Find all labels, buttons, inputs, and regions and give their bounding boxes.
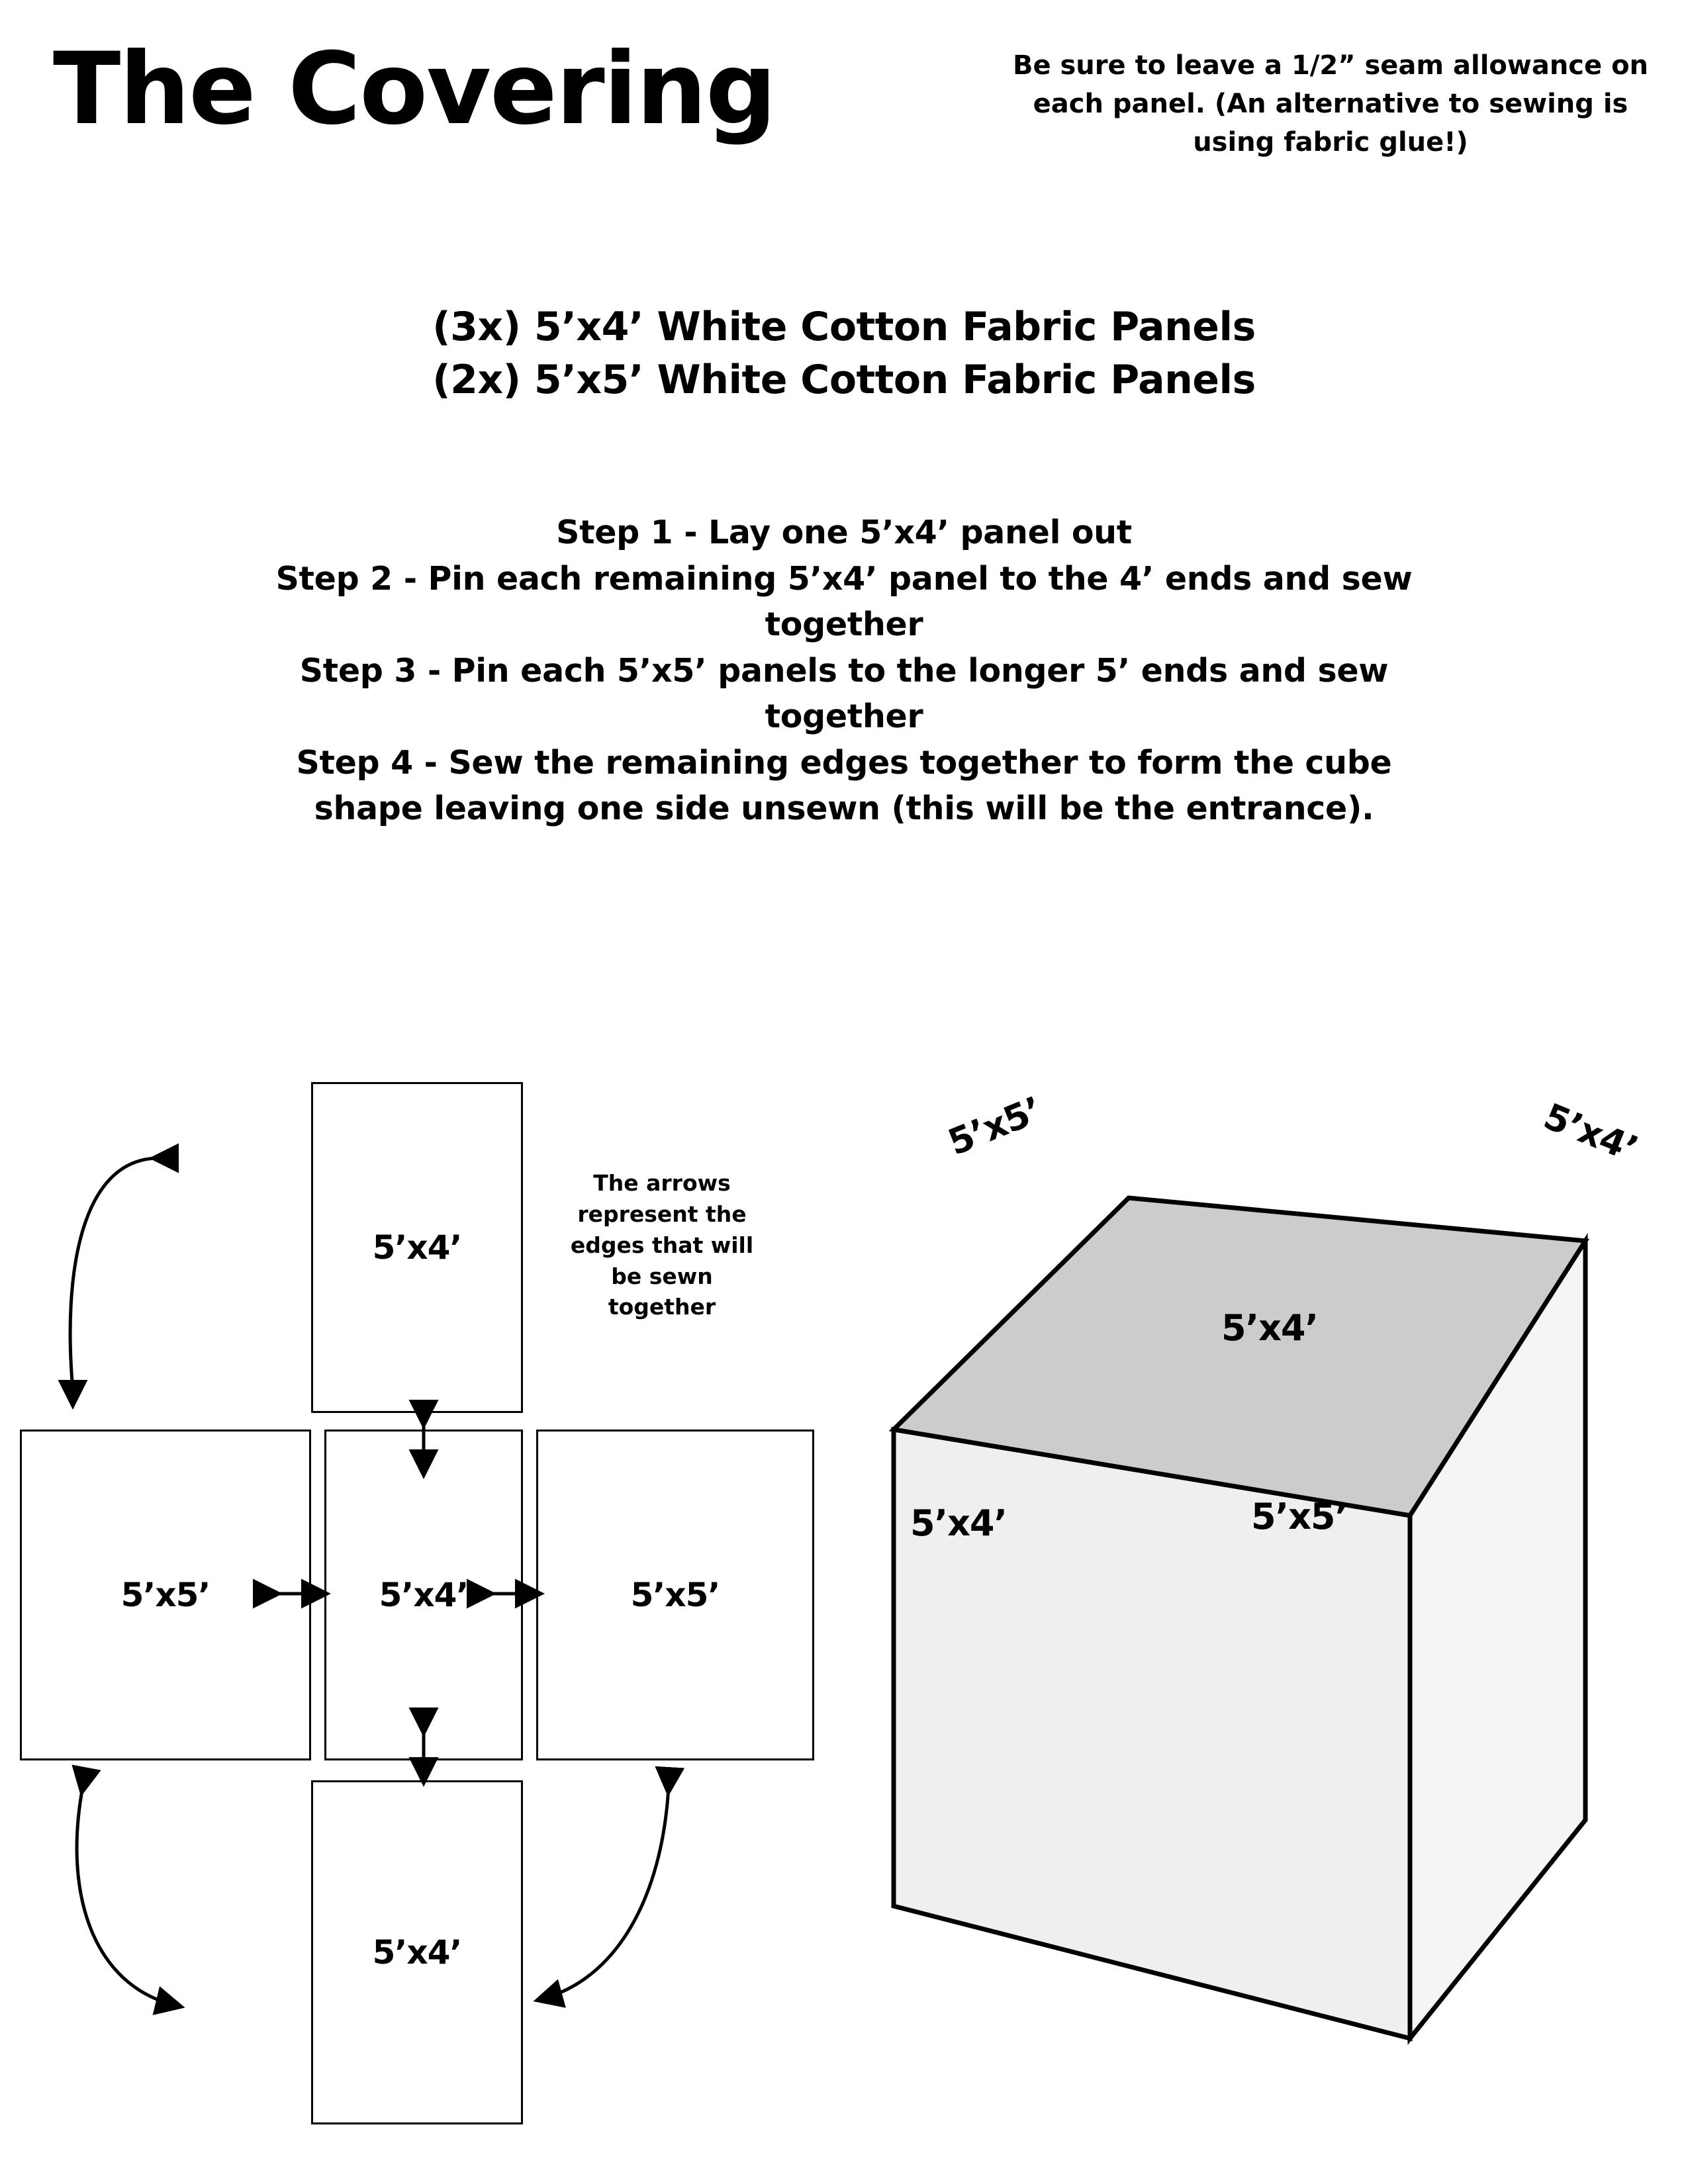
steps-list [261,510,1427,832]
net-panel-top [311,1082,523,1413]
arrow-curve-bottom-right [543,1787,669,1999]
net-panel-right [536,1430,814,1760]
step-item: Step 1 - Lay one 5’x4’ panel out [556,514,1132,551]
materials-list [0,301,1688,407]
net-panel-center-label: 5’x4’ [379,1576,469,1614]
net-panel-left-label: 5’x5’ [120,1576,211,1614]
cube-side-label: 5’x4’ [910,1502,1008,1544]
cube-edge-left-label: 5’x5’ [942,1088,1048,1164]
cube-3d-diagram [880,1088,1688,2111]
fabric-net-diagram [0,1059,880,2184]
net-panel-right-label: 5’x5’ [630,1576,720,1614]
net-panel-top-label: 5’x4’ [372,1228,462,1267]
net-panel-center [324,1430,523,1760]
seam-allowance-note: Be sure to leave a 1/2” seam allowance on each panel. (An alternative to sewing is using fabric glue!) [1012,50,1649,158]
arrow-curve-top-left [70,1158,159,1400]
materials-item: (3x) 5’x4’ White Cotton Fabric Panels [432,304,1256,350]
cube-top-label: 5’x4’ [1221,1307,1319,1349]
step-item: Step 2 - Pin each remaining 5’x4’ panel to the 4’ ends and sew together [275,559,1413,644]
net-panel-bottom [311,1780,523,2124]
materials-item: (2x) 5’x5’ White Cotton Fabric Panels [432,356,1256,403]
step-item: Step 3 - Pin each 5’x5’ panels to the longer 5’ ends and sew together [299,651,1389,736]
net-panel-bottom-label: 5’x4’ [372,1933,462,1972]
arrow-curve-bottom-left [77,1787,175,2005]
cube-front-label: 5’x5’ [1251,1496,1348,1537]
step-item: Step 4 - Sew the remaining edges together to form the cube shape leaving one side unsewn (this will be the entrance). [296,743,1392,828]
net-panel-left [20,1430,311,1760]
arrow-explanation-note: The arrows represent the edges that will be sewn together [570,1170,754,1320]
cube-edge-right-label: 5’x4’ [1538,1095,1644,1171]
page-title: The Covering [53,32,776,147]
cube-shape [880,1118,1688,2111]
